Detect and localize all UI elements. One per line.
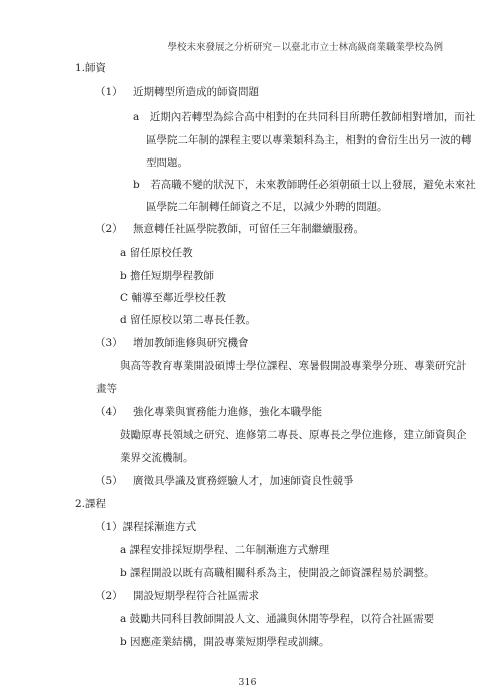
item-2b: b 擔任短期學程教師 <box>120 270 215 282</box>
item-2d: d 留任原校以第二專長任教。 <box>120 314 257 326</box>
course-item-1-title: （1）課程採漸進方式 <box>95 521 197 533</box>
item-5-label: （5） <box>95 475 123 487</box>
item-4-line-1: 鼓勵原專長領域之研究、進修第二專長、原專長之學位進修，建立師資與企 <box>120 429 467 441</box>
item-1a-line-1: a 近期內若轉型為綜合高中相對的在共同科目所聘任教師相對增加，而社 <box>133 111 476 123</box>
item-1-title: 近期轉型所造成的師資問題 <box>133 86 259 98</box>
course-item-2-title: 開設短期學程符合社區需求 <box>133 590 259 602</box>
item-2-title: 無意轉任社區學院教師，可留任三年制繼續服務。 <box>133 223 364 235</box>
item-2-label: （2） <box>95 223 123 235</box>
course-item-2a: a 鼓勵共同科目教師開設人文、通識與休閒等學程，以符合社區需要 <box>120 613 435 625</box>
item-1a-line-2: 區學院二年制的課程主要以專業類科為主，相對的會衍生出另一波的轉 <box>146 134 472 146</box>
item-1-label: （1） <box>95 86 123 98</box>
course-item-1a: a 課程安排採短期學程、二年制漸進方式辦理 <box>120 544 330 556</box>
course-item-2-label: （2） <box>95 590 123 602</box>
item-1a-line-3: 型問題。 <box>146 157 188 169</box>
item-4-label: （4） <box>95 406 123 418</box>
item-1b-line-2: 區學院二年制轉任師資之不足，以減少外聘的問題。 <box>146 201 388 213</box>
item-3-line-1: 與高等教育專業開設碩博士學位課程、寒暑假開設專業學分班、專業研究計 <box>120 360 467 372</box>
course-item-1b: b 課程開設以既有高職相關科系為主，使開設之師資課程易於調整。 <box>120 567 435 579</box>
item-2c: C 輔導至鄰近學校任教 <box>120 292 226 304</box>
item-5-title: 廣徵具學識及實務經驗人才，加速師資良性競爭 <box>133 475 354 487</box>
running-header: 學校未來發展之分析研究－以臺北市立士林高級商業職業學校為例 <box>167 42 443 53</box>
section-1-heading: 1.師資 <box>75 62 107 74</box>
item-4-line-2: 業界交流機制。 <box>120 452 194 464</box>
item-2a: a 留任原校任教 <box>120 247 193 259</box>
item-1b-line-1: b 若高職不變的狀況下，未來教師聘任必須朝碩士以上發展，避免未來社 <box>133 179 476 191</box>
course-item-2b: b 因應產業結構，開設專業短期學程或訓練。 <box>120 636 330 648</box>
item-3-line-2: 畫等 <box>96 383 117 395</box>
item-3-title: 增加教師進修與研究機會 <box>133 337 249 349</box>
section-2-heading: 2.課程 <box>75 498 107 510</box>
page-number: 316 <box>238 677 257 688</box>
item-3-label: （3） <box>95 337 123 349</box>
item-4-title: 強化專業與實務能力進修，強化本職學能 <box>133 406 322 418</box>
